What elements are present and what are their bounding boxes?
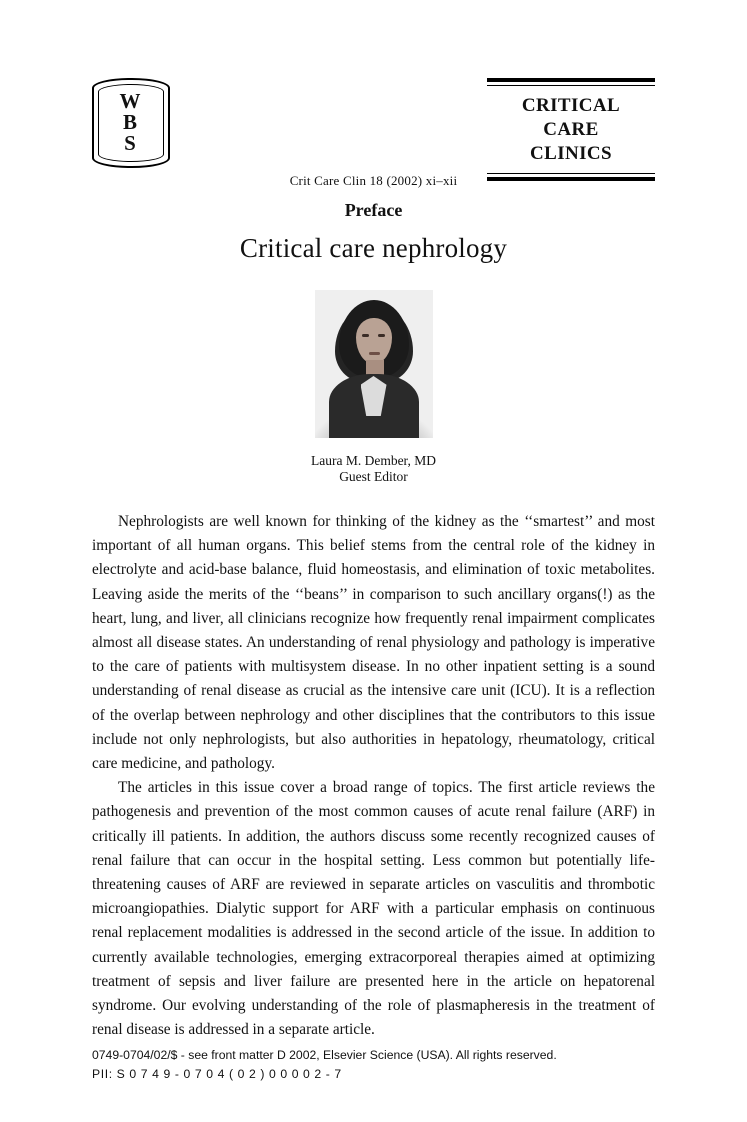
editor-role: Guest Editor <box>339 469 408 484</box>
photo-eye-left <box>362 334 369 337</box>
portrait-block <box>0 290 747 485</box>
footer-pii: PII: S 0 7 4 9 - 0 7 0 4 ( 0 2 ) 0 0 0 0 2 - 7 <box>92 1067 342 1081</box>
body-paragraph-2: The articles in this issue cover a broad range of topics. The first article reviews the pathogenesis and prevention of the most common causes of acute renal failure (ARF) in critically ill patients. In addition, the authors discuss some recently recognized causes of renal failure that can occur in the hospital setting. Less common but potentially life-threatening causes of ARF are reviewed in separate articles on vasculitis and thrombotic microangiopathies. Dialytic support for ARF with a particular emphasis on continuous renal replacement modalities is addressed in the second article of the issue. In addition to currently available technologies, emerging extracorporeal therapies aimed at optimizing treatment of sepsis and liver failure are presented here in the article on hepatorenal syndrome. Our evolving understanding of the role of plasmapheresis in the treatment of renal disease is addressed in a separate article. <box>92 779 655 1039</box>
publisher-logo-letter-w: W <box>119 89 141 113</box>
journal-brand-line-2: CARE <box>543 119 599 140</box>
photo-mouth <box>369 352 380 355</box>
page-title: Critical care nephrology <box>239 233 508 263</box>
editor-name: Laura M. Dember, MD <box>310 453 437 468</box>
article-body <box>92 510 655 1042</box>
brand-rule-top <box>487 78 655 86</box>
editor-photo <box>315 290 433 438</box>
page-header <box>92 78 655 188</box>
publisher-logo <box>92 78 170 168</box>
publisher-logo-letter-s: S <box>124 131 136 155</box>
footer-copyright: 0749-0704/02/$ - see front matter D 2002, Elsevier Science (USA). All rights reserved. <box>92 1048 557 1062</box>
section-label: Preface <box>344 200 403 220</box>
photo-eye-right <box>378 334 385 337</box>
editor-caption <box>0 453 747 485</box>
journal-brand-line-1: CRITICAL <box>521 95 621 116</box>
journal-brand-line-3: CLINICS <box>530 143 612 164</box>
body-paragraph-1: Nephrologists are well known for thinking of the kidney as the ‘‘smartest’’ and most important of all human organs. This belief stems from the central role of the kidney in electrolyte and acid-base balance, fluid homeostasis, and elimination of toxic metabolites. Leaving aside the merits of the ‘‘beans’’ in comparison to such ancillary organs(!) as the heart, lung, and liver, all clinicians recognize how frequently renal impairment complicates almost all disease states. An understanding of renal physiology and pathology is imperative to the care of patients with multisystem disease. In no other inpatient setting is a sound understanding of renal disease as crucial as the intensive care unit (ICU). It is a reflection of the overlap between nephrology and other disciplines that the contributors to this issue include not only nephrologists, but also authorities in hepatology, rheumatology, critical care medicine, and pathology. <box>92 513 655 773</box>
publisher-logo-letters <box>94 91 168 154</box>
title-block <box>92 200 655 264</box>
journal-brand <box>487 78 655 181</box>
page-footer <box>92 1046 655 1084</box>
publisher-logo-letter-b: B <box>122 110 137 134</box>
journal-citation: Crit Care Clin 18 (2002) xi–xii <box>289 173 458 188</box>
